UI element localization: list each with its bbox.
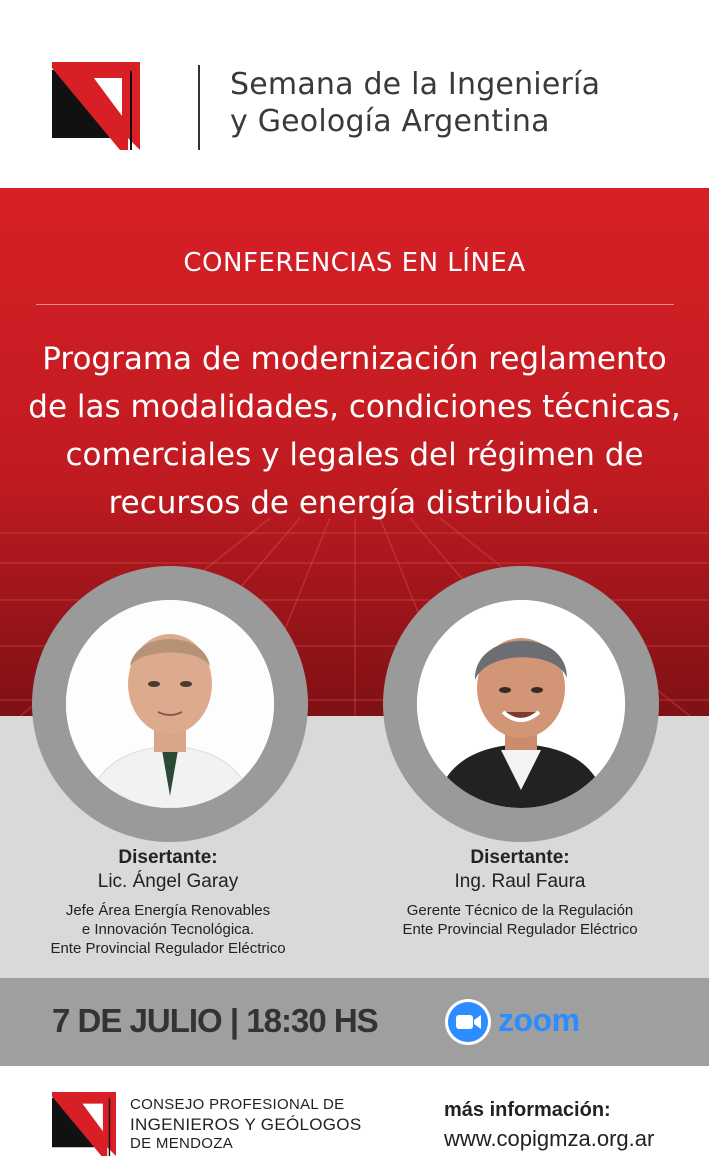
zoom-wordmark: zoom — [498, 1002, 580, 1038]
org-line-2: INGENIEROS Y GEÓLOGOS — [130, 1115, 362, 1134]
org-line-3: DE MENDOZA — [130, 1135, 234, 1152]
header — [0, 0, 709, 188]
event-series-title — [230, 66, 600, 140]
speaker-2-photo — [417, 600, 625, 808]
talk-title-line-4: recursos de energía distribuida. — [108, 485, 601, 521]
talk-title-line-3: comerciales y legales del régimen de — [65, 437, 644, 473]
heading-divider — [36, 304, 674, 305]
speaker-1-label: Disertante: — [118, 847, 218, 868]
organization-name — [130, 1096, 361, 1153]
speaker-2-role — [360, 901, 680, 939]
zoom-camera-icon — [445, 999, 491, 1045]
speaker-1-role-line: e Innovación Tecnológica. — [81, 921, 255, 938]
speaker-1-info — [8, 846, 328, 958]
talk-title — [20, 335, 689, 527]
speaker-1-role-line: Ente Provincial Regulador Eléctrico — [50, 940, 286, 957]
header-divider — [198, 65, 200, 150]
speaker-2-role-line: Ente Provincial Regulador Eléctrico — [402, 921, 638, 938]
org-line-1: CONSEJO PROFESIONAL DE — [130, 1096, 345, 1113]
speaker-2-name: Ing. Raul Faura — [454, 871, 586, 892]
speaker-2-label: Disertante: — [470, 847, 570, 868]
more-info-label: más información: — [444, 1099, 611, 1121]
speaker-1-photo — [66, 600, 274, 808]
website-link[interactable]: www.copigmza.org.ar — [444, 1126, 655, 1151]
speaker-2-info — [360, 846, 680, 939]
section-heading: CONFERENCIAS EN LÍNEA — [183, 248, 526, 278]
speaker-2-portrait — [417, 600, 625, 808]
talk-title-line-1: Programa de modernización reglamento — [42, 341, 667, 377]
copig-logo-icon — [52, 1092, 116, 1156]
footer — [0, 1066, 709, 1173]
event-date-bar — [0, 978, 709, 1066]
copig-logo-icon — [52, 62, 140, 150]
speaker-2-role-line: Gerente Técnico de la Regulación — [406, 902, 634, 919]
title-line-1: Semana de la Ingeniería — [230, 67, 601, 102]
speaker-1-portrait — [66, 600, 274, 808]
speaker-1-role — [8, 901, 328, 958]
event-date-time: 7 DE JULIO | 18:30 HS — [52, 1002, 378, 1039]
speaker-1-role-line: Jefe Área Energía Renovables — [65, 902, 271, 919]
talk-title-line-2: de las modalidades, condiciones técnicas, — [28, 389, 681, 425]
title-line-2: y Geología Argentina — [230, 104, 550, 139]
speaker-1-name: Lic. Ángel Garay — [97, 871, 239, 892]
